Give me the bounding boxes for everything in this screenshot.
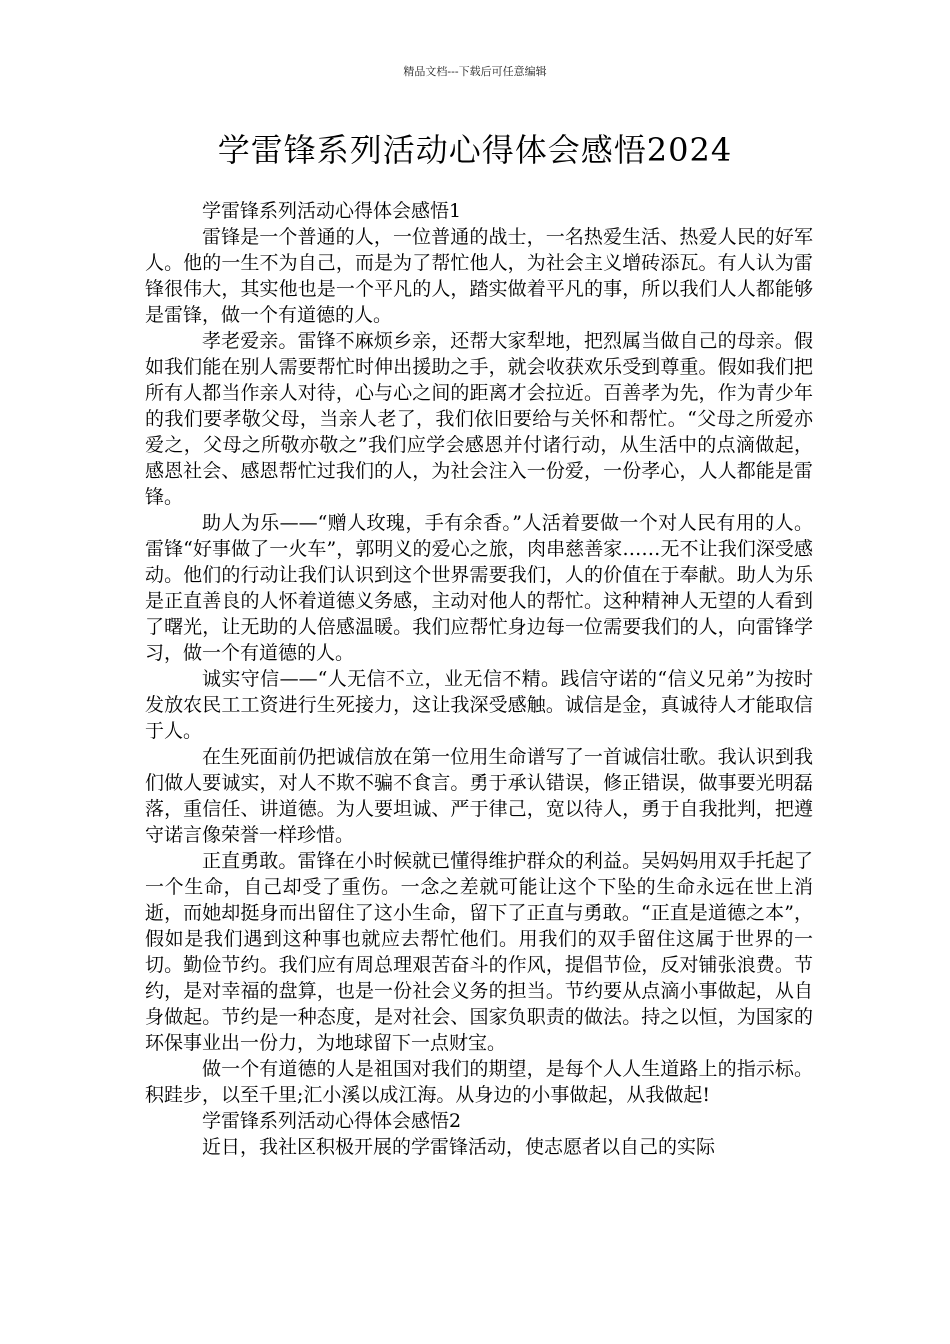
section-heading-2: 学雷锋系列活动心得体会感悟2	[202, 1110, 462, 1132]
paragraph: 诚实守信——“人无信不立，业无信不精。践信守诺的“信义兄弟”为按时发放农民工工资进行生死接力，这让我深受感触。诚信是金，真诚待人才能取信于人。	[145, 668, 813, 742]
paragraph: 雷锋是一个普通的人，一位普通的战士，一名热爱生活、热爱人民的好军人。他的一生不为自己，而是为了帮忙他人，为社会主义增砖添瓦。有人认为雷锋很伟大，其实他也是一个平凡的人，踏实做着平凡的事，所以我们人人都能够是雷锋，做一个有道德的人。	[145, 226, 813, 326]
page-header: 精品文档---下载后可任意编辑	[403, 65, 547, 78]
paragraph: 孝老爱亲。雷锋不麻烦乡亲，还帮大家犁地，把烈属当做自己的母亲。假如我们能在别人需要帮忙时伸出援助之手，就会收获欢乐受到尊重。假如我们把所有人都当作亲人对待，心与心之间的距离才会拉近。百善孝为先，作为青少年的我们要孝敬父母，当亲人老了，我们依旧要给与关怀和帮忙。“父母之所爱亦爱之，父母之所敬亦敬之”我们应学会感恩并付诸行动，从生活中的点滴做起，感恩社会、感恩帮忙过我们的人，为社会注入一份爱，一份孝心，人人都能是雷锋。	[145, 330, 813, 508]
paragraph: 助人为乐——“赠人玫瑰，手有余香。”人活着要做一个对人民有用的人。雷锋“好事做了一火车”，郭明义的爱心之旅，肉串慈善家……无不让我们深受感动。他们的行动让我们认识到这个世界需要我们，人的价值在于奉献。助人为乐是正直善良的人怀着道德义务感，主动对他人的帮忙。这种精神人无望的人看到了曙光，让无助的人倍感温暖。我们应帮忙身边每一位需要我们的人，向雷锋学习，做一个有道德的人。	[145, 512, 813, 664]
paragraph: 在生死面前仍把诚信放在第一位用生命谱写了一首诚信壮歌。我认识到我们做人要诚实，对人不欺不骗不食言。勇于承认错误，修正错误，做事要光明磊落，重信任、讲道德。为人要坦诚、严于律己，宽以待人，勇于自我批判，把遵守诺言像荣誉一样珍惜。	[145, 746, 813, 846]
paragraph: 近日，我社区积极开展的学雷锋活动，使志愿者以自己的实际	[202, 1136, 716, 1158]
section-heading-1: 学雷锋系列活动心得体会感悟1	[202, 200, 462, 222]
paragraph: 正直勇敢。雷锋在小时候就已懂得维护群众的利益。吴妈妈用双手托起了一个生命，自己却受了重伤。一念之差就可能让这个下坠的生命永远在世上消逝，而她却挺身而出留住了这小生命，留下了正直与勇敢。“正直是道德之本”，假如是我们遇到这种事也就应去帮忙他们。用我们的双手留住这属于世界的一切。勤俭节约。我们应有周总理艰苦奋斗的作风，提倡节俭，反对铺张浪费。节约，是对幸福的盘算，也是一份社会义务的担当。节约要从点滴小事做起，从自身做起。节约是一种态度，是对社会、国家负职责的做法。持之以恒，为国家的环保事业出一份力，为地球留下一点财宝。	[145, 850, 813, 1054]
document-title: 学雷锋系列活动心得体会感悟2024	[217, 131, 733, 169]
paragraph: 做一个有道德的人是祖国对我们的期望，是每个人人生道路上的指示标。积跬步，以至千里;汇小溪以成江海。从身边的小事做起，从我做起!	[145, 1058, 813, 1106]
document-body	[145, 198, 813, 1160]
